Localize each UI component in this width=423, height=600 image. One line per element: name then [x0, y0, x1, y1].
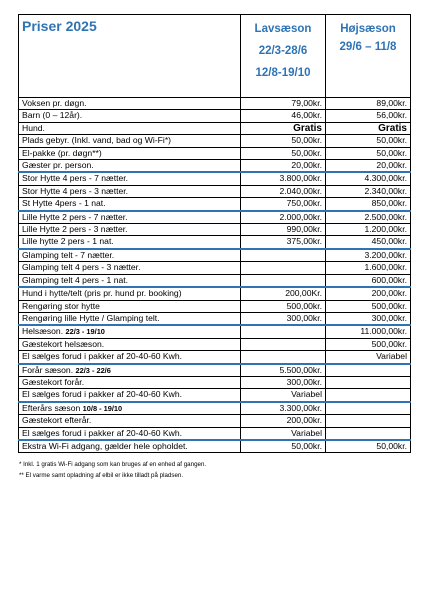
table-row	[19, 325, 411, 338]
row-label-text: Glamping telt 4 pers - 3 nætter.	[22, 262, 141, 273]
row-label	[19, 160, 241, 173]
low-season-price: 50,00kr.	[241, 147, 326, 159]
row-label-text: Ekstra Wi-Fi adgang, gælder hele opholdet.	[22, 440, 188, 451]
table-row	[19, 287, 411, 300]
row-label	[19, 338, 241, 350]
high-season-price: 56,00kr.	[326, 110, 411, 122]
row-label	[19, 440, 241, 453]
low-season-price	[241, 351, 326, 364]
row-label	[19, 274, 241, 287]
high-season-price: 2.500,00kr.	[326, 211, 411, 224]
high-season-price	[326, 427, 411, 440]
row-label-text: El sælges forud i pakker af 20-40-60 Kwh.	[22, 427, 183, 438]
table-row	[19, 351, 411, 364]
table-row	[19, 402, 411, 415]
footnote-wifi: * Inkl. 1 gratis Wi-Fi adgang som kan bruges af en enhed af gangen.	[19, 461, 207, 469]
low-season-period-2: 12/8-19/10	[255, 67, 311, 79]
high-season-price: 1.200,00kr.	[326, 224, 411, 236]
row-label	[19, 415, 241, 427]
row-label	[19, 98, 241, 110]
row-label	[19, 376, 241, 388]
row-label-text: El sælges forud i pakker af 20-40-60 Kwh.	[22, 351, 183, 362]
low-season-price: 2.000,00kr.	[241, 211, 326, 224]
low-season-price: 3.300,00kr.	[241, 402, 326, 415]
low-season-price: Variabel	[241, 427, 326, 440]
high-season-price: 600,00kr.	[326, 274, 411, 287]
row-label-text: Gæstekort helsæson.	[22, 338, 105, 349]
row-season-dates: 10/8 - 19/10	[82, 403, 123, 413]
row-label-text: Plads gebyr. (Inkl. vand, bad og Wi-Fi*)	[22, 135, 172, 146]
row-label-text: St Hytte 4pers - 1 nat.	[22, 198, 106, 209]
row-label	[19, 300, 241, 312]
high-season-price: Gratis	[326, 122, 411, 134]
low-season-price: 300,00kr.	[241, 312, 326, 325]
price-sheet	[18, 14, 410, 481]
high-season-price: 89,00kr.	[326, 98, 411, 110]
high-season-price	[326, 415, 411, 427]
table-row	[19, 440, 411, 453]
table-row	[19, 110, 411, 122]
high-season-period-1: 29/6 – 11/8	[339, 41, 397, 53]
row-label-text: El-pakke (pr. døgn**)	[22, 147, 102, 158]
low-season-price: Gratis	[241, 122, 326, 134]
row-label	[19, 402, 241, 415]
table-row	[19, 236, 411, 249]
row-label	[19, 287, 241, 300]
row-label-text: Lille Hytte 2 pers - 7 nætter.	[22, 211, 128, 222]
table-row	[19, 172, 411, 185]
low-season-price: 5.500,00kr.	[241, 364, 326, 377]
low-season-price: 375,00kr.	[241, 236, 326, 249]
low-season-price: 500,00kr.	[241, 300, 326, 312]
row-label	[19, 135, 241, 147]
high-season-price: 4.300,00kr.	[326, 172, 411, 185]
table-row	[19, 185, 411, 197]
table-row	[19, 415, 411, 427]
table-row	[19, 160, 411, 173]
row-label	[19, 389, 241, 402]
row-label	[19, 224, 241, 236]
high-season-price: 500,00kr.	[326, 300, 411, 312]
low-season-price: 20,00kr.	[241, 160, 326, 173]
high-season-price	[326, 376, 411, 388]
high-season-price: 850,00kr.	[326, 198, 411, 211]
high-season-price: 50,00kr.	[326, 147, 411, 159]
row-label	[19, 110, 241, 122]
high-season-price: 11.000,00kr.	[326, 325, 411, 338]
low-season-price: 200,00Kr.	[241, 287, 326, 300]
low-season-price	[241, 262, 326, 274]
table-row	[19, 262, 411, 274]
high-season-price: 3.200,00kr.	[326, 249, 411, 262]
row-label-text: Hund i hytte/telt (pris pr. hund pr. booking)	[22, 288, 182, 299]
row-label-text: Glamping telt 4 pers - 1 nat.	[22, 274, 129, 285]
high-season-name: Højsæson	[340, 23, 396, 35]
row-label-text: Stor Hytte 4 pers - 3 nætter.	[22, 185, 129, 196]
row-label-text: Efterårs sæson	[22, 402, 81, 413]
table-row	[19, 338, 411, 350]
low-season-price: 3.800,00kr.	[241, 172, 326, 185]
table-row	[19, 389, 411, 402]
row-label-text: Lille Hytte 2 pers - 3 nætter.	[22, 224, 128, 235]
price-table	[18, 14, 411, 453]
high-season-price: 2.340,00kr.	[326, 185, 411, 197]
row-label-text: Rengøring lille Hytte / Glamping telt.	[22, 312, 160, 323]
table-row	[19, 364, 411, 377]
row-label-text: Gæstekort forår.	[22, 376, 85, 387]
header-row	[19, 15, 411, 98]
row-label-text: Hund.	[22, 122, 45, 133]
low-season-price: 79,00kr.	[241, 98, 326, 110]
row-label-text: Stor Hytte 4 pers - 7 nætter.	[22, 173, 129, 184]
row-label	[19, 172, 241, 185]
high-season-price: 300,00kr.	[326, 312, 411, 325]
row-label	[19, 325, 241, 338]
low-season-name: Lavsæson	[254, 23, 312, 35]
row-season-dates: 22/3 - 22/6	[75, 365, 111, 375]
table-row	[19, 135, 411, 147]
table-row	[19, 122, 411, 134]
low-season-price: 750,00kr.	[241, 198, 326, 211]
high-season-price: 50,00kr.	[326, 135, 411, 147]
row-label	[19, 185, 241, 197]
high-season-price	[326, 402, 411, 415]
high-season-price: 200,00kr.	[326, 287, 411, 300]
low-season-price	[241, 325, 326, 338]
high-season-header	[326, 15, 411, 98]
low-season-price: 300,00kr.	[241, 376, 326, 388]
row-label	[19, 211, 241, 224]
footnotes	[18, 459, 410, 481]
row-label-text: Forår sæson.	[22, 364, 74, 375]
row-label	[19, 147, 241, 159]
low-season-price	[241, 338, 326, 350]
low-season-header	[241, 15, 326, 98]
row-season-dates: 22/3 - 19/10	[65, 327, 105, 337]
high-season-price: 500,00kr.	[326, 338, 411, 350]
row-label-text: Gæstekort efterår.	[22, 415, 92, 426]
table-row	[19, 249, 411, 262]
row-label-text: Rengøring stor hytte	[22, 300, 100, 311]
page-title: Priser 2025	[19, 15, 241, 98]
high-season-price: 20,00kr.	[326, 160, 411, 173]
row-label	[19, 427, 241, 440]
row-label-text: Lille hytte 2 pers - 1 nat.	[22, 236, 114, 247]
low-season-period-1: 22/3-28/6	[258, 45, 308, 57]
row-label-text: Helsæson.	[22, 326, 64, 337]
low-season-price: 50,00kr.	[241, 440, 326, 453]
table-row	[19, 211, 411, 224]
high-season-price: Variabel	[326, 351, 411, 364]
row-label	[19, 262, 241, 274]
low-season-price: 990,00kr.	[241, 224, 326, 236]
row-label	[19, 249, 241, 262]
high-season-price: 1.600,00kr.	[326, 262, 411, 274]
row-label	[19, 122, 241, 134]
row-label-text: Glamping telt - 7 nætter.	[22, 249, 115, 260]
low-season-price: 200,00kr.	[241, 415, 326, 427]
low-season-price: 50,00kr.	[241, 135, 326, 147]
table-row	[19, 224, 411, 236]
row-label	[19, 351, 241, 364]
high-season-price	[326, 364, 411, 377]
high-season-price: 50,00kr.	[326, 440, 411, 453]
footnote-power: ** El varme samt opladning af elbil er ikke tilladt på pladsen.	[19, 472, 184, 480]
table-row	[19, 274, 411, 287]
row-label	[19, 236, 241, 249]
row-label	[19, 364, 241, 377]
row-label-text: Voksen pr. døgn.	[22, 98, 87, 108]
row-label	[19, 312, 241, 325]
row-label-text: Barn (0 – 12år).	[22, 110, 83, 121]
low-season-price	[241, 249, 326, 262]
low-season-price: Variabel	[241, 389, 326, 402]
table-row	[19, 376, 411, 388]
high-season-price: 450,00kr.	[326, 236, 411, 249]
high-season-price	[326, 389, 411, 402]
low-season-price	[241, 274, 326, 287]
table-row	[19, 147, 411, 159]
table-row	[19, 427, 411, 440]
table-row	[19, 312, 411, 325]
row-label-text: El sælges forud i pakker af 20-40-60 Kwh.	[22, 389, 183, 400]
low-season-price: 46,00kr.	[241, 110, 326, 122]
row-label-text: Gæster pr. person.	[22, 160, 94, 171]
table-row	[19, 300, 411, 312]
table-row	[19, 198, 411, 211]
low-season-price: 2.040,00kr.	[241, 185, 326, 197]
row-label	[19, 198, 241, 211]
table-row	[19, 98, 411, 110]
